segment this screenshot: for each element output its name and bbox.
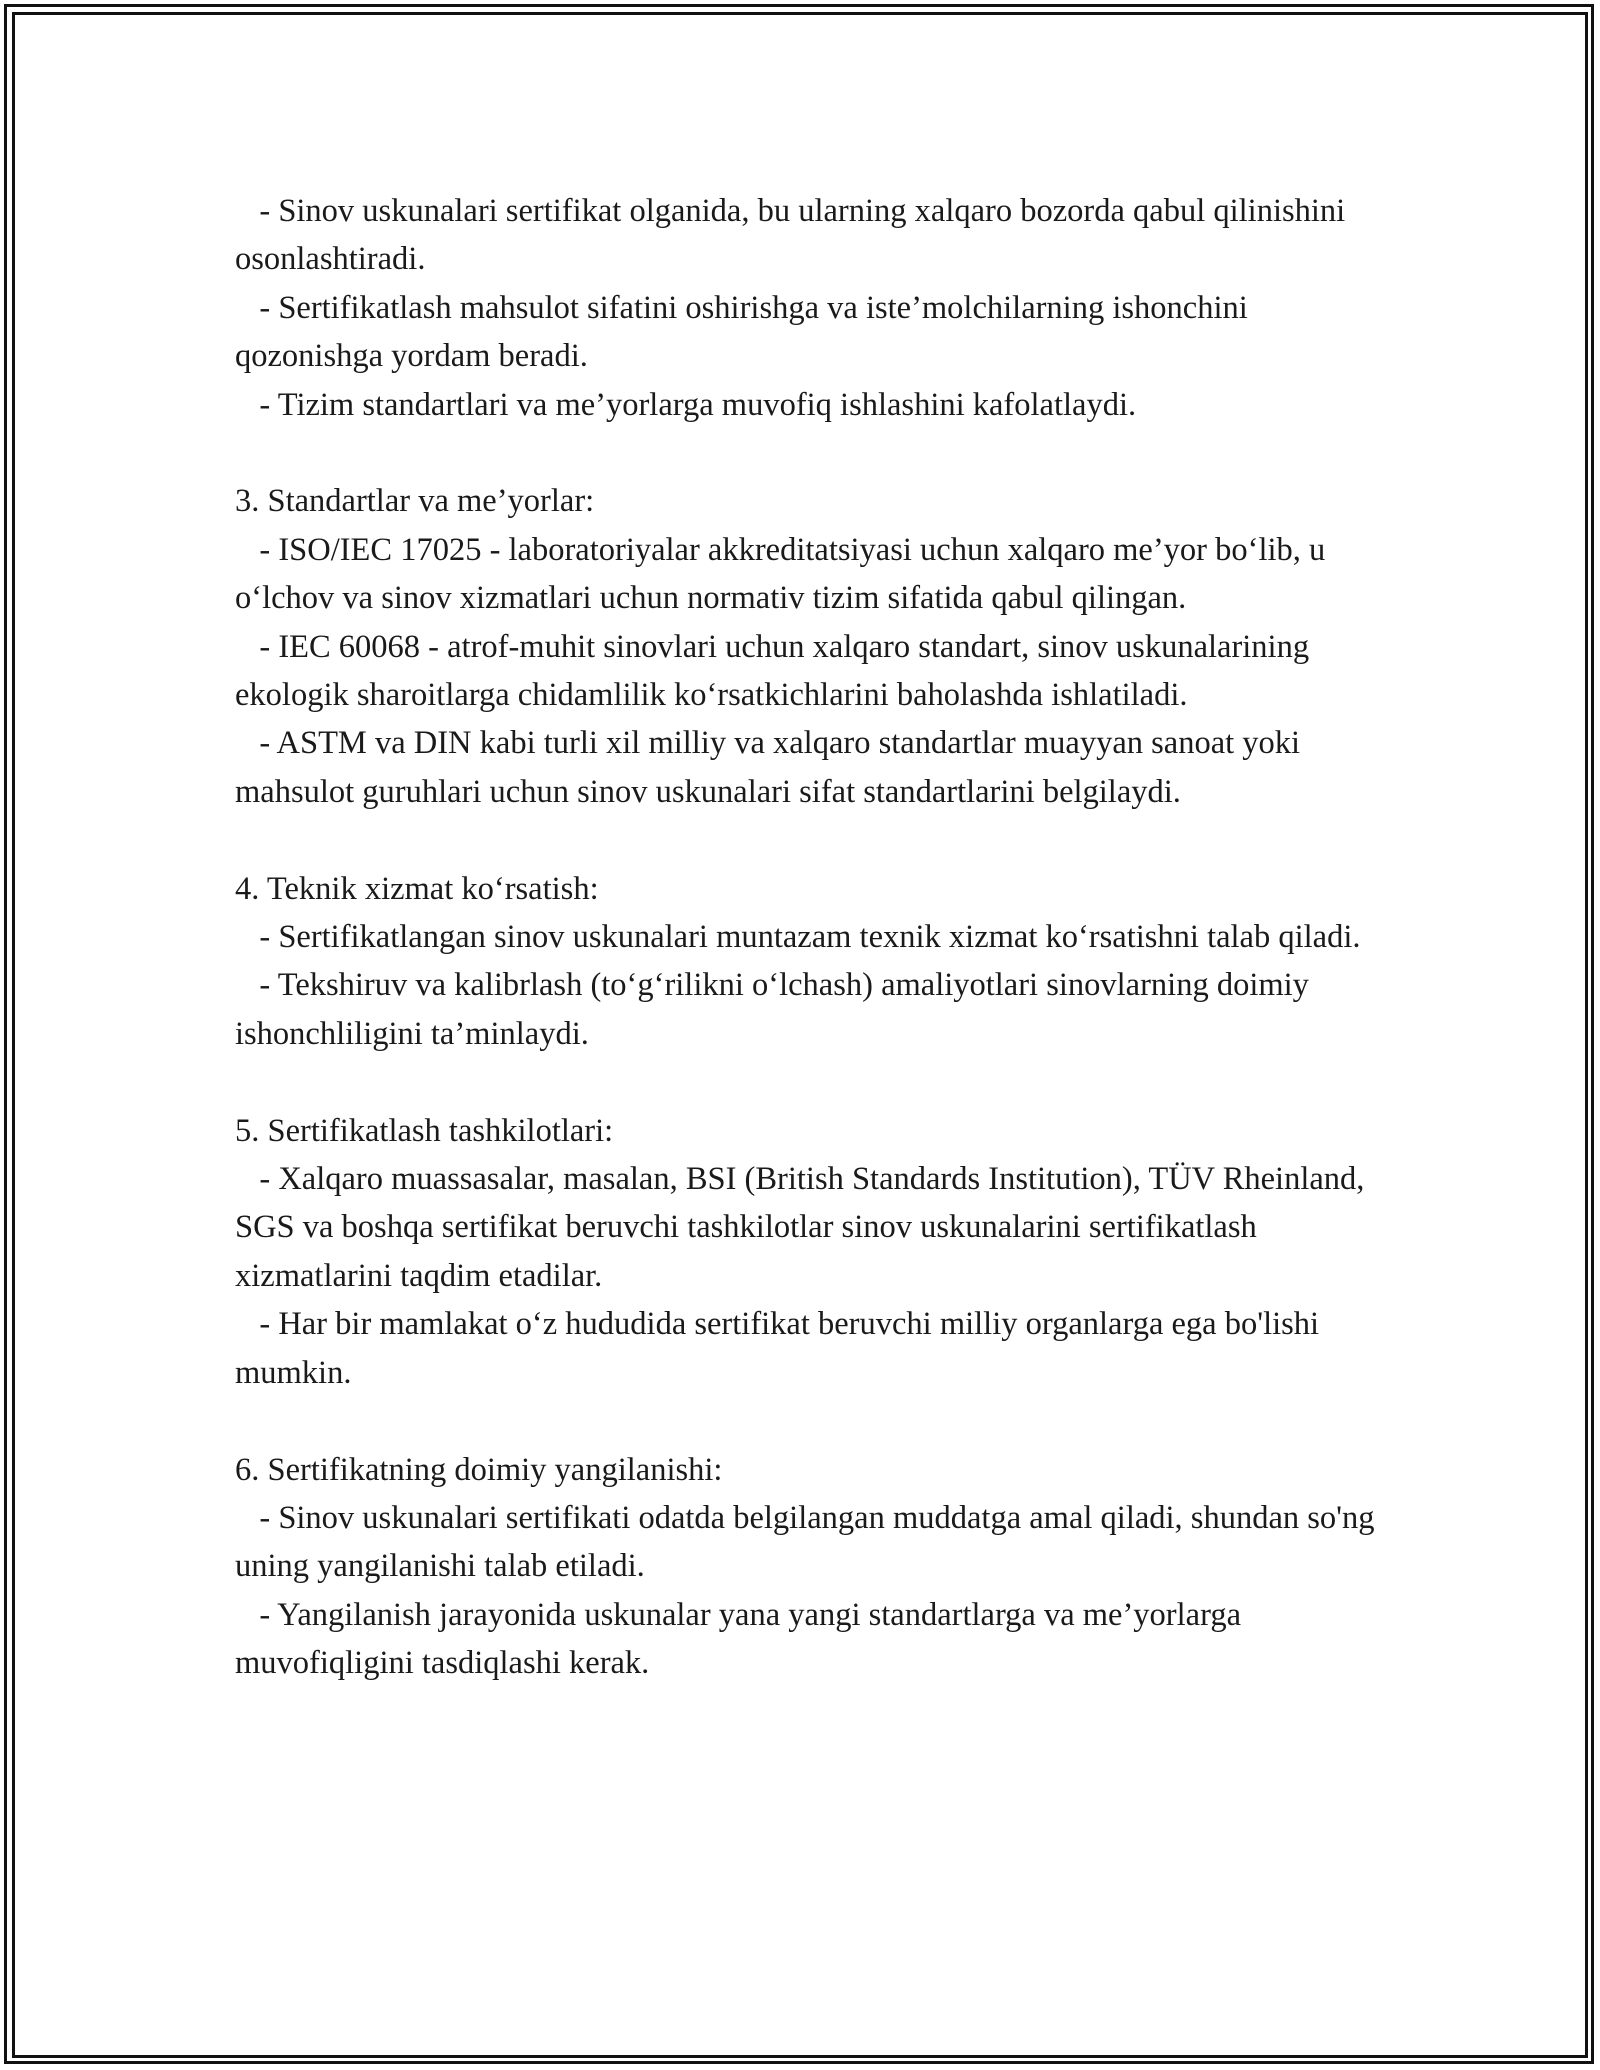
section-heading: 4. Teknik xizmat ko‘rsatish: [235,870,599,907]
bullet-paragraph: - ISO/IEC 17025 - laboratoriyalar akkreditatsiyasi uchun xalqaro me’yor bo‘lib, u o‘lchov va sinov xizmatlari uchun normativ tizim sifatida qabul qilingan. [235,531,1334,617]
bullet-paragraph: - Xalqaro muassasalar, masalan, BSI (British Standards Institution), TÜV Rheinland, SGS va boshqa sertifikat beruvchi tashkilotlar sinov uskunalarini sertifikatlash xizmatlarini taqdim etadilar. [235,1161,1373,1294]
section-heading: 6. Sertifikatning doimiy yangilanishi: [235,1451,723,1488]
bullet-paragraph: - Sertifikatlash mahsulot sifatini oshirishga va iste’molchilarning ishonchini qozonishga yordam beradi. [235,289,1256,375]
paragraph-gap [235,816,1385,864]
section-heading: 5. Sertifikatlash tashkilotlari: [235,1112,614,1149]
paragraph-gap [235,429,1385,477]
paragraph-gap [235,1397,1385,1445]
bullet-paragraph: - Tekshiruv va kalibrlash (to‘g‘rilikni o‘lchash) amaliyotlari sinovlarning doimiy ishonchliligini ta’minlaydi. [235,967,1318,1052]
bullet-paragraph: - Sinov uskunalari sertifikati odatda belgilangan muddatga amal qiladi, shundan so'ng uning yangilanishi talab etiladi. [235,1499,1383,1585]
bullet-paragraph: - Sertifikatlangan sinov uskunalari muntazam texnik xizmat ko‘rsatishni talab qiladi. [235,919,1361,956]
paragraph-gap [235,1058,1385,1106]
document-body [235,187,1385,1688]
bullet-paragraph: - Har bir mamlakat o‘z hududida sertifikat beruvchi milliy organlarga ega bo'lishi mumkin. [235,1306,1328,1391]
section-heading: 3. Standartlar va me’yorlar: [235,483,595,520]
bullet-paragraph: - Yangilanish jarayonida uskunalar yana yangi standartlarga va me’yorlarga muvofiqligini tasdiqlashi kerak. [235,1596,1250,1682]
bullet-paragraph: - ASTM va DIN kabi turli xil milliy va xalqaro standartlar muayyan sanoat yoki mahsulot guruhlari uchun sinov uskunalari sifat standartlarini belgilaydi. [235,725,1309,810]
bullet-paragraph: - IEC 60068 - atrof-muhit sinovlari uchun xalqaro standart, sinov uskunalarining ekologik sharoitlarga chidamlilik ko‘rsatkichlarini baholashda ishlatiladi. [235,628,1318,714]
bullet-paragraph: - Tizim standartlari va me’yorlarga muvofiq ishlashini kafolatlaydi. [235,386,1137,423]
bullet-paragraph: - Sinov uskunalari sertifikat olganida, bu ularning xalqaro bozorda qabul qilinishini osonlashtiradi. [235,193,1354,278]
